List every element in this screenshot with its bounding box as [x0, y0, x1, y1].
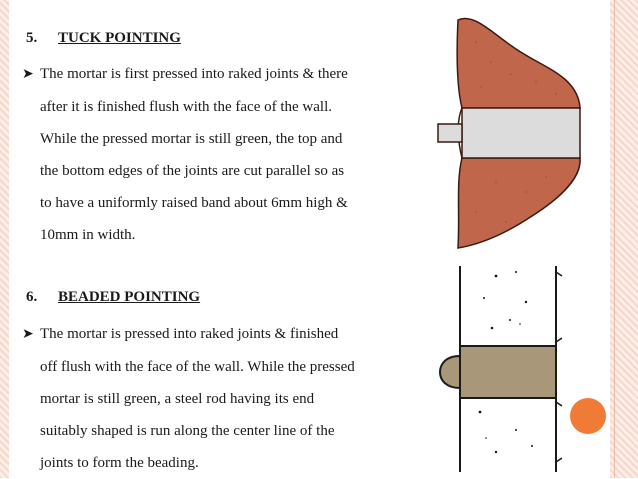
- paragraph-line: to have a uniformly raised band about 6mm high &: [40, 195, 348, 211]
- arrow-bullet-icon: ➤: [22, 67, 34, 82]
- upper-brick-shape: [457, 19, 580, 108]
- paragraph-line: 10mm in width.: [40, 227, 136, 243]
- paragraph-line: off flush with the face of the wall. While the pressed: [40, 359, 355, 375]
- section-heading-beaded-pointing: [26, 289, 200, 306]
- section-title: BEADED POINTING: [58, 289, 201, 305]
- paragraph-line: joints to form the beading.: [40, 455, 199, 471]
- lower-brick-shape: [458, 158, 580, 248]
- section-title: TUCK POINTING: [58, 30, 181, 46]
- divider-line: [614, 0, 615, 478]
- paragraph-line: the bottom edges of the joints are cut parallel so as: [40, 163, 345, 179]
- paragraph-line: suitably shaped is run along the center line of the: [40, 423, 335, 439]
- section-number: 5.: [26, 30, 38, 46]
- paragraph-line: after it is finished flush with the face of the wall.: [40, 99, 332, 115]
- paragraph-line: [22, 58, 417, 91]
- decorative-circle: [570, 398, 606, 434]
- paragraph-line: While the pressed mortar is still green, the top and: [40, 131, 343, 147]
- tuck-pointing-diagram: [436, 12, 586, 252]
- bead-shape: [440, 356, 460, 388]
- line-text: The mortar is first pressed into raked joints & there: [40, 66, 348, 82]
- beaded-pointing-paragraph: [22, 318, 417, 479]
- section-number: 6.: [26, 289, 38, 305]
- paragraph-line: mortar is still green, a steel rod having its end: [40, 391, 315, 407]
- section-heading-tuck-pointing: [26, 30, 181, 47]
- tuck-pointing-paragraph: [22, 58, 417, 251]
- arrow-bullet-icon: ➤: [22, 327, 34, 342]
- mortar-joint: [460, 346, 556, 398]
- tuck-band: [438, 124, 462, 142]
- mortar-joint: [462, 108, 580, 158]
- beaded-pointing-diagram: [436, 262, 576, 476]
- line-text: The mortar is pressed into raked joints & finished: [40, 326, 339, 342]
- paragraph-line: [22, 318, 417, 351]
- slide-border-left: [0, 0, 9, 478]
